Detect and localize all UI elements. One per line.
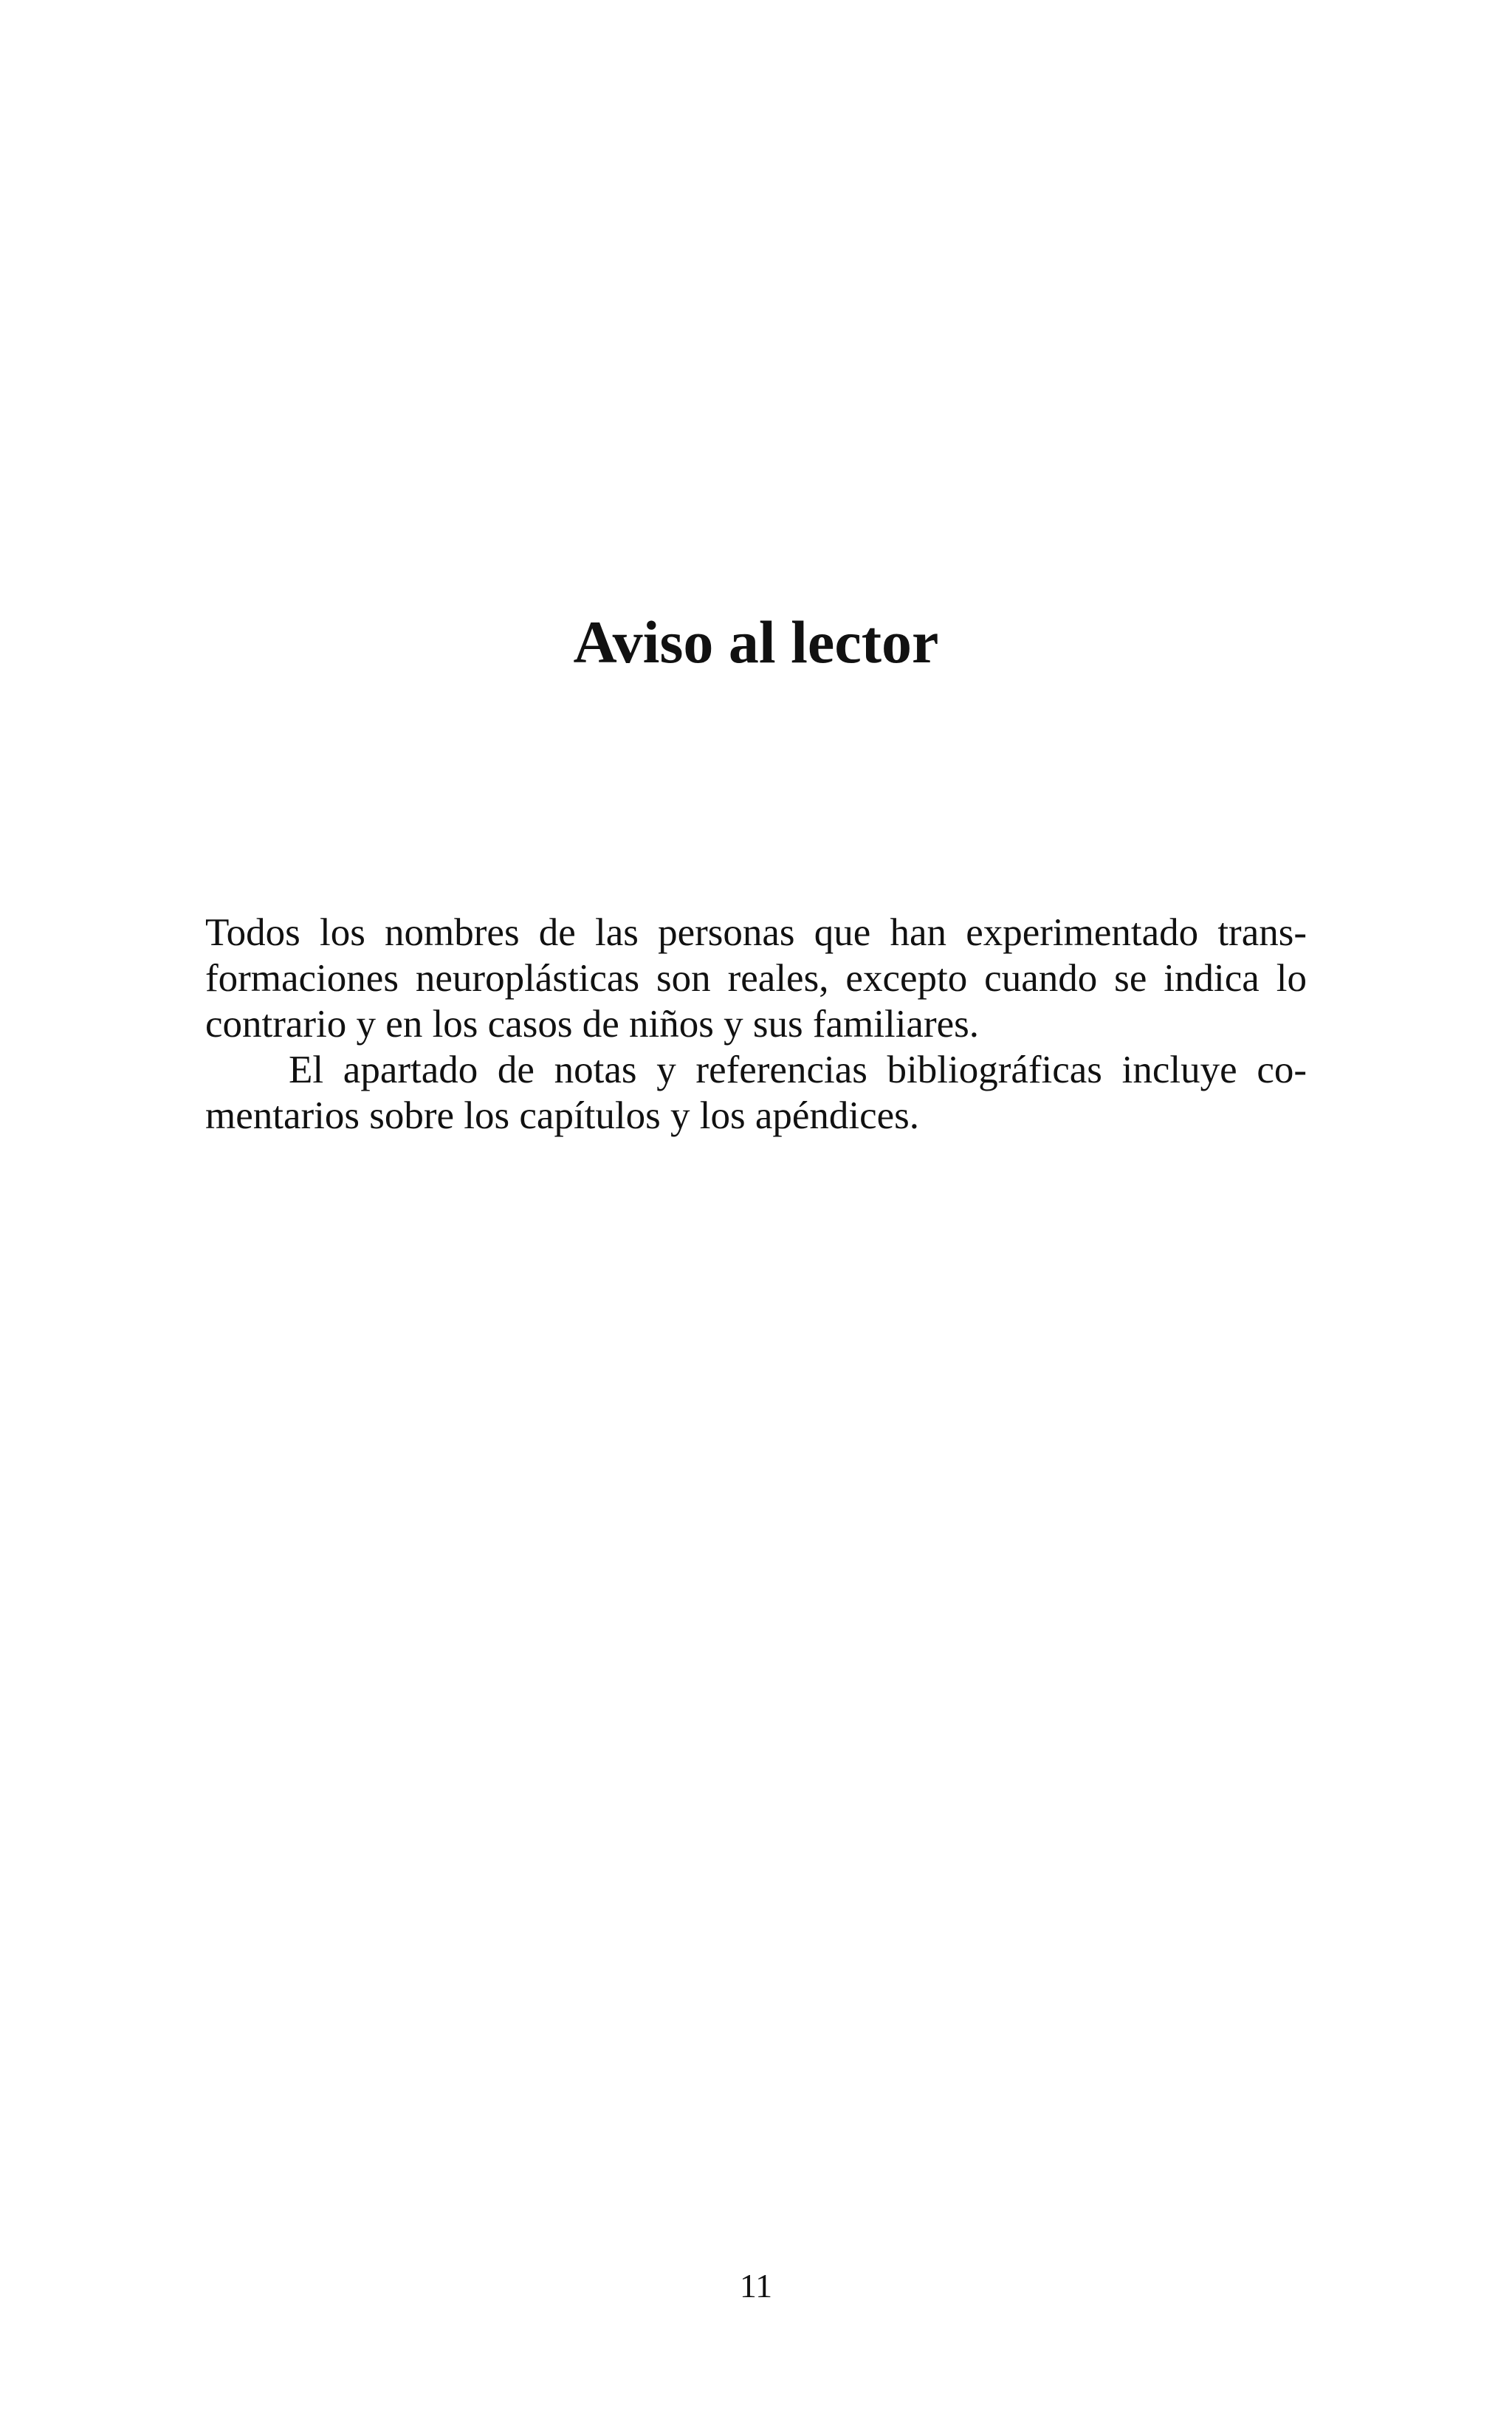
page-number: 11 — [739, 2267, 773, 2305]
paragraph-2-line-2: mentarios sobre los capítulos y los apéndices. — [205, 1094, 920, 1137]
paragraph-1-line-2: formaciones neuroplásticas son reales, excepto cuando se indica lo — [205, 957, 1307, 1000]
paragraph-2-line-1: El apartado de notas y referencias bibliográficas incluye co- — [289, 1049, 1307, 1091]
body-text — [205, 910, 1307, 1139]
paragraph-1-line-3: contrario y en los casos de niños y sus familiares. — [205, 1003, 979, 1046]
paragraph-2 — [205, 1047, 1307, 1139]
paragraph-1-line-1: Todos los nombres de las personas que han experimentado trans- — [205, 911, 1307, 954]
page-title: Aviso al lector — [573, 608, 939, 676]
paragraph-1 — [205, 910, 1307, 1047]
